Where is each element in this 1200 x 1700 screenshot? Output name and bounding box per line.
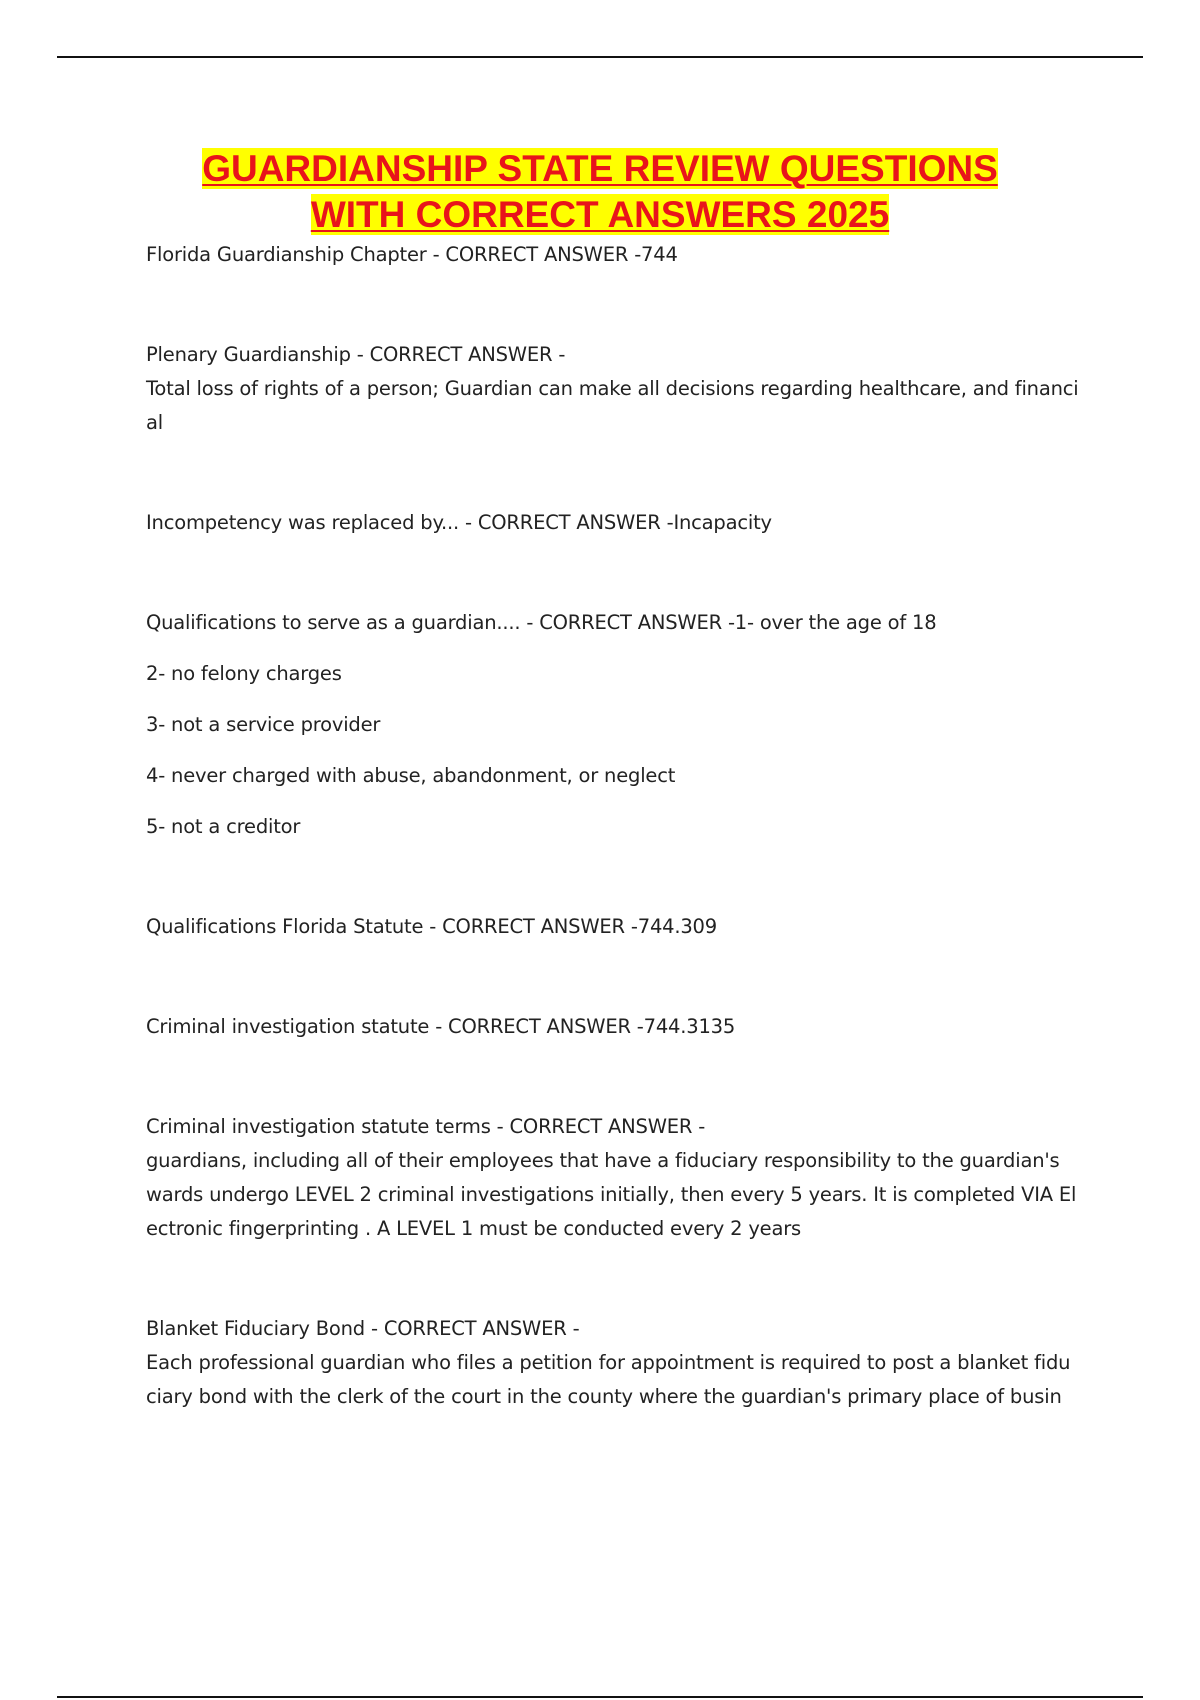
entry-criminal-statute: Criminal investigation statute - CORRECT ANSWER -744.3135 [146, 1015, 736, 1038]
title-line-2: WITH CORRECT ANSWERS 2025 [310, 194, 890, 235]
entry-qualification-3: 3- not a service provider [146, 713, 381, 736]
document-title [0, 146, 1200, 238]
entry-plenary-answer-line-2: al [146, 411, 163, 434]
entry-criminal-terms-question: Criminal investigation statute terms - CORRECT ANSWER - [146, 1115, 706, 1138]
entry-qualification-2: 2- no felony charges [146, 662, 342, 685]
title-line-1: GUARDIANSHIP STATE REVIEW QUESTIONS [202, 148, 998, 189]
bottom-rule [57, 1696, 1143, 1698]
qa-content [146, 238, 1096, 1414]
entry-qualifications-statute: Qualifications Florida Statute - CORRECT ANSWER -744.309 [146, 915, 717, 938]
entry-incompetency: Incompetency was replaced by... - CORRECT ANSWER -Incapacity [146, 511, 772, 534]
entry-criminal-terms-answer-line-2: wards undergo LEVEL 2 criminal investigations initially, then every 5 years. It is completed VIA El [146, 1183, 1077, 1206]
entry-qualification-5: 5- not a creditor [146, 815, 301, 838]
entry-qualifications-question: Qualifications to serve as a guardian.... - CORRECT ANSWER -1- over the age of 18 [146, 611, 937, 634]
entry-criminal-terms-answer-line-1: guardians, including all of their employees that have a fiduciary responsibility to the guardian's [146, 1149, 1060, 1172]
top-rule [57, 56, 1143, 58]
entry-bond-answer-line-1: Each professional guardian who files a petition for appointment is required to post a blanket fidu [146, 1351, 1071, 1374]
entry-bond-question: Blanket Fiduciary Bond - CORRECT ANSWER - [146, 1317, 580, 1340]
entry-qualification-4: 4- never charged with abuse, abandonment, or neglect [146, 764, 676, 787]
entry-criminal-terms-answer-line-3: ectronic fingerprinting . A LEVEL 1 must be conducted every 2 years [146, 1217, 802, 1240]
entry-chapter: Florida Guardianship Chapter - CORRECT ANSWER -744 [146, 243, 678, 266]
entry-plenary-question: Plenary Guardianship - CORRECT ANSWER - [146, 343, 566, 366]
entry-plenary-answer-line-1: Total loss of rights of a person; Guardian can make all decisions regarding healthcare, and financi [146, 377, 1079, 400]
entry-bond-answer-line-2: ciary bond with the clerk of the court in the county where the guardian's primary place of busin [146, 1385, 1062, 1408]
